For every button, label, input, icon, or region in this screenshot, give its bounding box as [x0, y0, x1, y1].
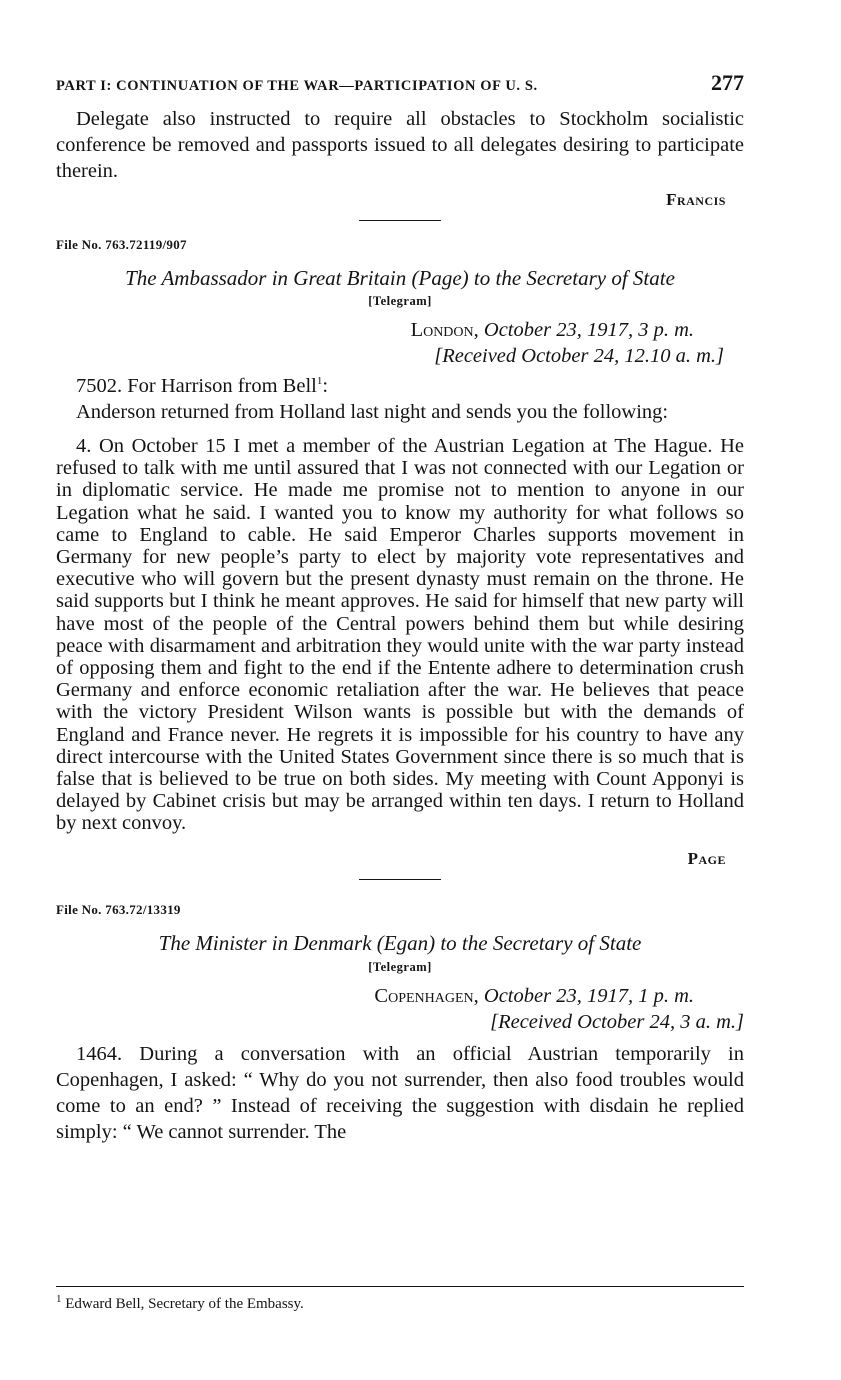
telegram-number-text: 7502. For Harrison from Bell [76, 375, 317, 397]
signature-francis: Francis [666, 190, 726, 209]
paragraph-copenhagen: 1464. During a conversation with an official Austrian temporarily in Copenhagen, I asked: “ Why do you not surrender, then also food troubles would come to an end? ” Instead of receiving the suggestion with disdain he replied simply: “ We cannot surrender. The [56, 1042, 744, 1143]
page-body [56, 70, 744, 1145]
file-number: File No. 763.72119/907 [56, 237, 187, 252]
received-line: [Received October 24, 12.10 a. m.] [434, 345, 724, 367]
dateline-date: October 23, 1917, 3 p. m. [483, 319, 694, 341]
footnote-rule [56, 1286, 744, 1287]
footnote [56, 1293, 304, 1313]
dateline [56, 983, 744, 1009]
paragraph-main-message: 4. On October 15 I met a member of the Austrian Legation at The Hague. He refused to talk with me until assured that I was not connected with our Legation or in diplomatic service. He made me promise not to mention to anyone in our Legation what he said. I wanted you to know my authority for what follows so came to England to cable. He said Emperor Charles supports movement in Germany for new people’s party to elect by majority vote representatives and executive who will govern but the present dynasty must remain on the throne. He said supports but I think he meant approves. He said for himself that new party will have most of the people of the Central powers behind them but while desiring peace with disarmament and arbitration they would unite with the war party instead of opposing them and fight to the end if the Entente adhere to determination crush Germany and enforce economic retaliation after the war. He believes that peace with the victory President Wilson wants is possible but with the demands of England and France never. He regrets it is impossible for his country to have any direct intercourse with the United States Government since there is so much that is false that is believed to be true on both sides. My meeting with Count Apponyi is delayed by Cabinet crisis but may be arranged within ten days. I return to Holland by next convoy. [56, 435, 744, 835]
footnote-number: 1 [56, 1293, 62, 1305]
document-title: The Ambassador in Great Britain (Page) to the Secretary of State [125, 266, 675, 290]
intro-paragraph: Delegate also instructed to require all obstacles to Stockholm socialistic conference be removed and passports issued to all delegates desiring to participate therein. [56, 108, 744, 182]
file-number: File No. 763.72/13319 [56, 901, 181, 917]
dateline [56, 317, 744, 343]
page-number: 277 [711, 70, 744, 95]
dateline-date: October 23, 1917, 1 p. m. [483, 984, 694, 1007]
running-title: PART I: CONTINUATION OF THE WAR—PARTICIPATION OF U. S. [56, 78, 538, 94]
telegram-number-colon: : [322, 375, 329, 397]
telegram-label: [Telegram] [368, 959, 432, 974]
running-header [56, 70, 744, 106]
dateline-place: Copenhagen, [374, 984, 479, 1007]
dateline-place: London, [410, 319, 479, 341]
signature-page: Page [687, 848, 726, 868]
section-divider [359, 879, 441, 880]
document-title: The Minister in Denmark (Egan) to the Secretary of State [158, 930, 642, 955]
section-divider [359, 220, 441, 221]
received-line: [Received October 24, 3 a. m.] [490, 1010, 744, 1033]
footnote-marker: 1 [316, 375, 323, 388]
telegram-label: [Telegram] [368, 294, 432, 308]
paragraph-anderson: Anderson returned from Holland last night and sends you the following: [76, 401, 669, 423]
telegram-number-line [56, 373, 744, 399]
footnote-text: Edward Bell, Secretary of the Embassy. [65, 1296, 304, 1312]
